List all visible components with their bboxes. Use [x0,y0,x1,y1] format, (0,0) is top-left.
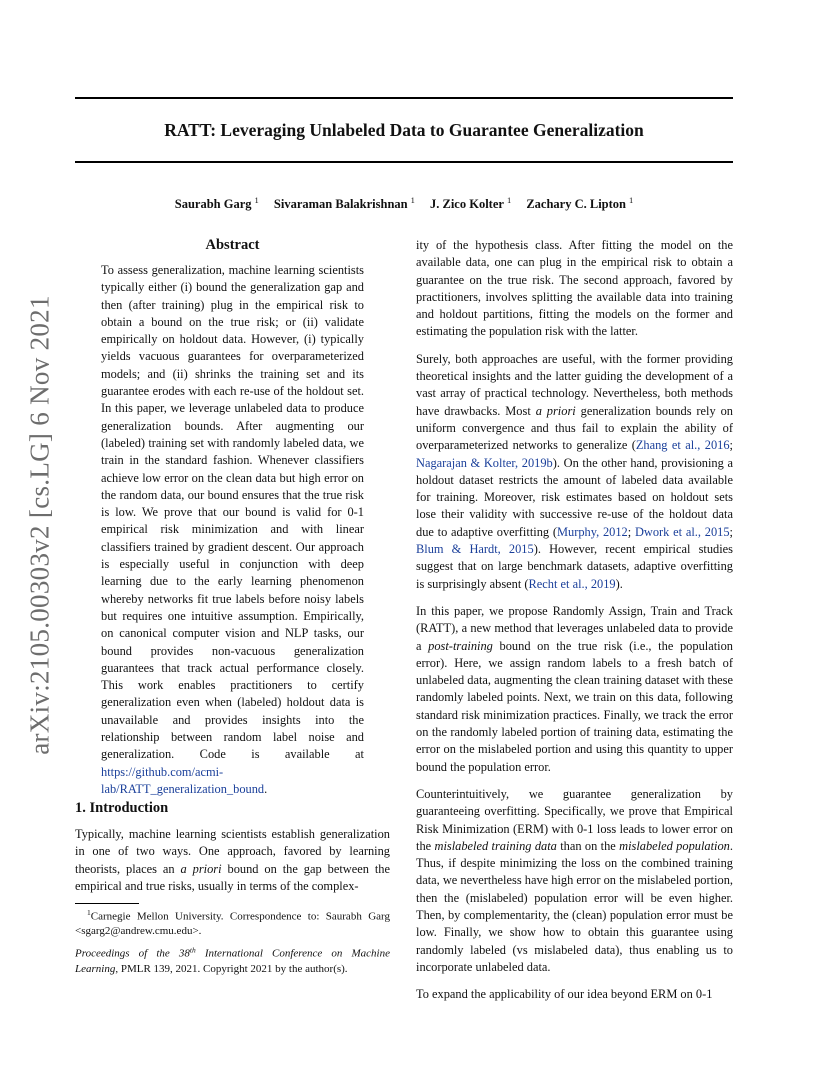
right-column [416,237,733,1013]
citation-link[interactable]: Nagarajan & Kolter, 2019b [416,455,553,470]
proceedings-note: Proceedings of the 38th International Conference on Machine Learning, PMLR 139, 2021. Copyright 2021 by the author(s). [75,945,390,975]
citation-link[interactable]: Murphy, 2012 [556,524,628,539]
author: J. Zico Kolter $^1$ [429,195,512,212]
body-paragraph: In this paper, we propose Randomly Assign, Train and Track (RATT), a new method that leverages unlabeled data to provide a post-training bound on the true risk (i.e., the population error). Here, we assign random labels to a fresh batch of unlabeled data, augmenting the clean training dataset with these randomly labeled points. Next, we train on this data, following standard risk minimization practices. Finally, we track the error on the randomly labeled portion of training data, estimating the error on the mislabeled portion and using this quantity to upper bound the population error. [416,603,733,774]
paper-title: RATT: Leveraging Unlabeled Data to Guarantee Generalization [164,120,644,140]
arxiv-identifier-stamp: arXiv:2105.00303v2 [cs.LG] 6 Nov 2021 [24,295,55,755]
author-list [75,192,733,212]
abstract-heading: Abstract [205,237,260,253]
body-paragraph: Surely, both approaches are useful, with the former providing theoretical insights and the latter guiding the development of a vast array of practical technology. Nevertheless, both methods have drawbacks. Most a priori generalization bounds rely on uniform convergence and thus fail to explain the ability of overparameterized networks to generalize (Zhang et al., 2016; Nagarajan & Kolter, 2019b). On the other hand, provisioning a holdout dataset restricts the amount of labeled data available for training. Moreover, risk estimates based on holdout sets lose their validity with successive re-use of the holdout data due to adaptive overfitting (Murphy, 2012; Dwork et al., 2015; Blum & Hardt, 2015). However, recent empirical studies suggest that on large benchmark datasets, adaptive overfitting is surprisingly absent (Recht et al., 2019). [416,351,733,591]
footnote-divider [75,903,139,904]
abstract-text: To assess generalization, machine learning scientists typically either (i) bound the generalization gap and then (after training) plug in the empirical risk to obtain a bound on the true risk; or (ii) validate empirically on holdout data. However, (i) typically yields vacuous guarantees for overparameterized models; and (ii) shrinks the training set and its guarantee erodes with each re-use of the holdout set. In this paper, we leverage unlabeled data to produce generalization bounds. After augmenting our (labeled) training set with randomly labeled data, we train in the standard fashion. Whenever classifiers achieve low error on the clean data but high error on the random data, our bound ensures that the true risk is low. We prove that our bound is valid for 0-1 empirical risk minimization and with linear classifiers trained by gradient descent. Our approach is especially useful in conjunction with deep learning due to the early learning phenomenon whereby networks fit true labels before noisy labels but requires one intuitive assumption. Empirically, on canonical computer vision and NLP tasks, our bound provides non-vacuous generalization guarantees that track actual performance closely. This work enables practitioners to certify generalization even when (labeled) holdout data is unavailable and provides insights into the relationship between random label noise and generalization. Code is available at https://github.com/acmi-lab/RATT_generalization_bound. [101,263,364,796]
title-top-rule [75,97,733,99]
section-heading-introduction: 1. Introduction [75,800,169,816]
author: Zachary C. Lipton $^1$ [526,195,634,212]
citation-link[interactable]: Blum & Hardt, 2015 [416,542,534,557]
body-paragraph: To expand the applicability of our idea beyond ERM on 0-1 [416,987,713,1002]
author: Sivaraman Balakrishnan $^1$ [273,195,415,212]
code-link[interactable]: https://github.com/acmi-lab/RATT_generalization_bound [101,764,265,796]
intro-paragraph: Typically, machine learning scientists establish generalization in one of two ways. One approach, favored by learning theorists, places an a priori bound on the gap between the empirical and true risks, usually in terms of the complex- [75,827,390,893]
citation-link[interactable]: Dwork et al., 2015 [634,524,730,539]
left-column [75,236,390,975]
title-bottom-rule [75,161,733,163]
author: Saurabh Garg $^1$ [174,195,259,212]
body-paragraph: Counterintuitively, we guarantee generalization by guaranteeing overfitting. Specifically, we prove that Empirical Risk Minimization (ERM) with 0-1 loss leads to lower error on the mislabeled training data than on the mislabeled population. Thus, if despite minimizing the loss on the combined training data, we nevertheless have high error on the mislabeled portion, then the (mislabeled) population error will be even higher. Then, by complementarity, the (clean) population error must be low. Finally, we show how to obtain this guarantee using randomly labeled (vs mislabeled data), thus enabling us to incorporate unlabeled data. [416,786,733,974]
citation-link[interactable]: Zhang et al., 2016 [635,438,730,453]
body-paragraph: ity of the hypothesis class. After fitting the model on the available data, one can plug in the empirical risk to obtain a guarantee on the true risk. The second approach, favored by practitioners, involves splitting the available data into training and holdout partitions, fitting the models on the former and estimating the population risk with the latter. [416,238,733,339]
affiliation-footnote: $^1$Carnegie Mellon University. Correspondence to: Saurabh Garg <sgarg2@andrew.cmu.edu>. [75,908,390,938]
citation-link[interactable]: Recht et al., 2019 [528,576,616,591]
